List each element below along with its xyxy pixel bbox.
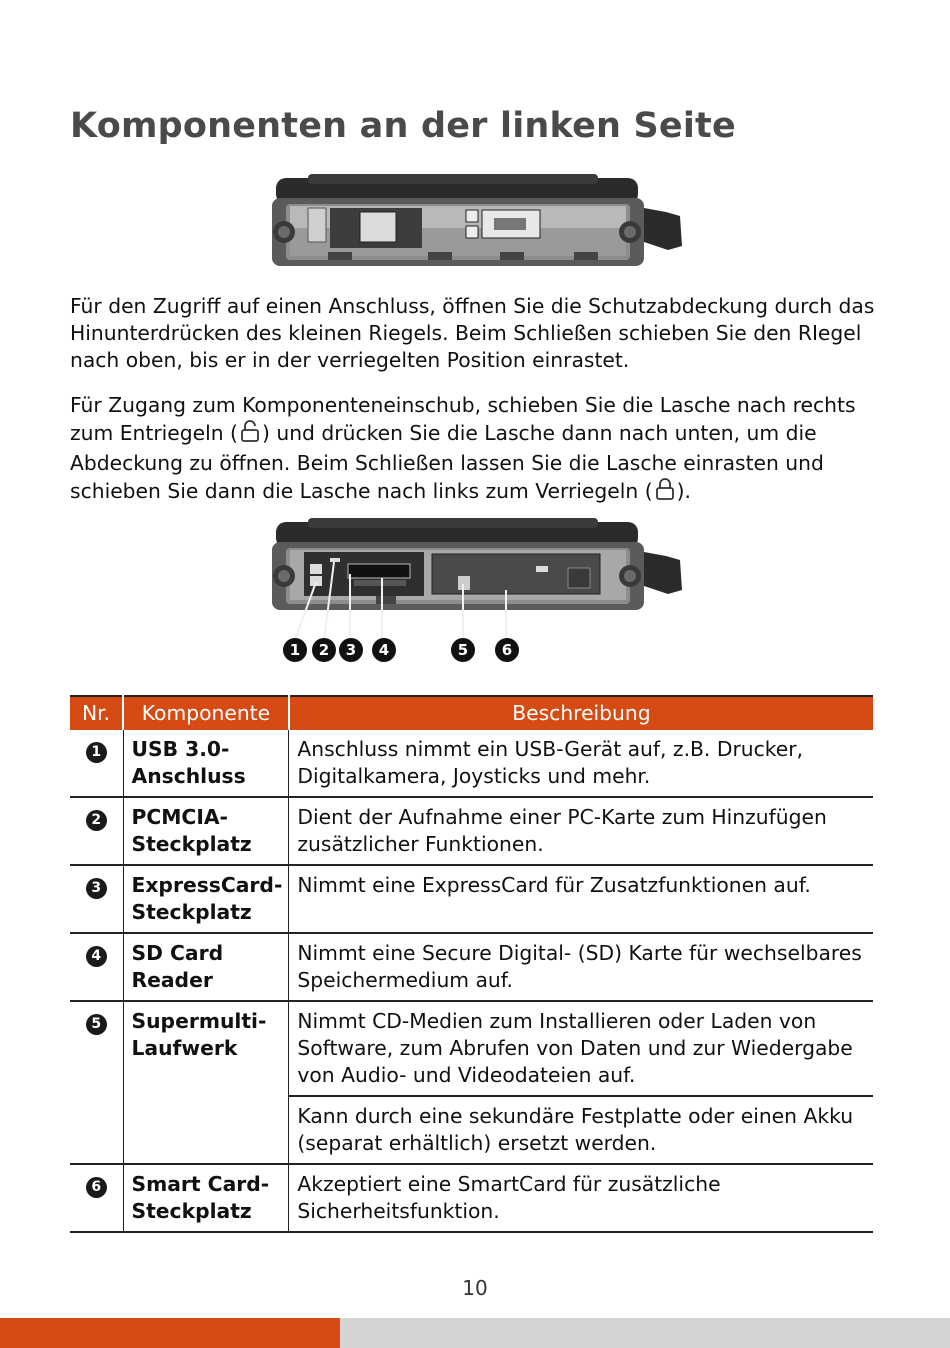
component-description: Nimmt eine ExpressCard für Zusatzfunktionen auf. — [289, 865, 873, 933]
table-row — [70, 1164, 873, 1232]
table-row — [70, 730, 873, 797]
row-number: 5 — [86, 1014, 107, 1035]
paragraph-port-access: Für den Zugriff auf einen Anschluss, öffnen Sie die Schutzabdeckung durch das Hinunterdrücken des kleinen Riegels. Beim Schließen schieben Sie den RIegel nach oben, bis er in der verriegelten Position einrastet. — [70, 294, 875, 372]
footer-gray-bar — [340, 1318, 950, 1348]
paragraph-part-2: ) und drücken Sie die Lasche dann nach unten, um die Abdeckung zu öffnen. Beim Schließen lassen Sie die Lasche einrasten und schieben Sie dann die Lasche nach links zum Verriegeln ( — [70, 421, 824, 503]
component-description: Nimmt eine Secure Digital- (SD) Karte für wechselbares Speichermedium auf. — [289, 933, 873, 1001]
component-description: Anschluss nimmt ein USB-Gerät auf, z.B. Drucker, Digitalkamera, Joysticks und mehr. — [289, 730, 873, 797]
header-component: Komponente — [123, 696, 289, 730]
component-description: Akzeptiert eine SmartCard für zusätzliche Sicherheitsfunktion. — [289, 1164, 873, 1232]
component-name: Smart Card-Steckplatz — [123, 1164, 289, 1232]
table-row — [70, 1001, 873, 1096]
page-title: Komponenten an der linken Seite — [70, 106, 736, 146]
component-name: SD Card Reader — [123, 933, 289, 1001]
callout-4: 4 — [378, 641, 390, 659]
component-description: Nimmt CD-Medien zum Installieren oder Laden von Software, zum Abrufen von Daten und zur Wiedergabe von Audio- und Videodateien auf. — [289, 1001, 873, 1096]
row-number: 4 — [86, 946, 107, 967]
paragraph-part-3: ). — [676, 479, 691, 503]
callout-2: 2 — [318, 641, 330, 659]
callout-1: 1 — [289, 641, 301, 659]
header-description: Beschreibung — [289, 696, 873, 730]
row-number: 2 — [86, 810, 107, 831]
footer-accent-bar — [0, 1318, 340, 1348]
table-row — [70, 865, 873, 933]
table-row — [70, 933, 873, 1001]
lock-icon — [655, 477, 675, 508]
row-number: 6 — [86, 1177, 107, 1198]
row-number: 1 — [86, 742, 107, 763]
table-row — [70, 797, 873, 865]
components-table — [70, 695, 873, 1233]
component-name: PCMCIA-Steckplatz — [123, 797, 289, 865]
laptop-left-side-closed-image — [268, 172, 688, 272]
component-description: Dient der Aufnahme einer PC-Karte zum Hinzufügen zusätzlicher Funktionen. — [289, 797, 873, 865]
row-number: 3 — [86, 878, 107, 899]
component-name: Supermulti-Laufwerk — [123, 1001, 289, 1164]
paragraph-part-1: Für Zugang zum Komponenteneinschub, schieben Sie die Lasche nach rechts zum Entriegeln ( — [70, 393, 856, 445]
unlock-icon — [240, 419, 260, 450]
callout-5: 5 — [457, 641, 469, 659]
page-number: 10 — [462, 1276, 488, 1300]
table-header-row — [70, 696, 873, 730]
callout-6: 6 — [501, 641, 513, 659]
laptop-left-side-open-image — [268, 516, 688, 666]
header-nr: Nr. — [70, 696, 123, 730]
component-description-note: Kann durch eine sekundäre Festplatte oder einen Akku (separat erhältlich) ersetzt werden. — [289, 1096, 873, 1164]
component-name: ExpressCard-Steckplatz — [123, 865, 289, 933]
component-name: USB 3.0-Anschluss — [123, 730, 289, 797]
paragraph-component-bay — [70, 392, 885, 508]
callout-3: 3 — [345, 641, 357, 659]
